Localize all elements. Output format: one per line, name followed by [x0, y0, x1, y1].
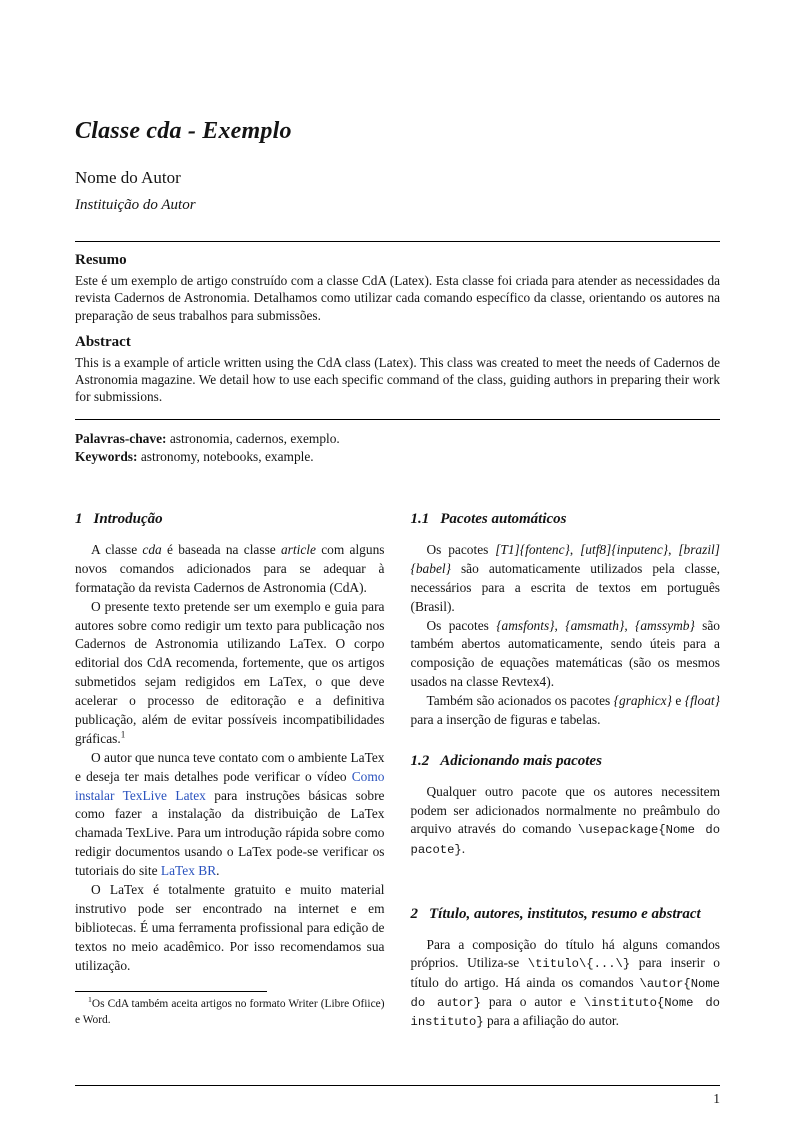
footnote-marker: 1 — [120, 729, 126, 740]
emphasized-text: {float} — [684, 693, 720, 709]
section-1-1-title: Pacotes automáticos — [440, 511, 567, 528]
paragraph: Para a composição do título há alguns comandos próprios. Utiliza-se \titulo\{...\} para inserir o título do artigo. Há ainda os comandos \autor{Nome do autor} para o autor e \instituto{Nome do instituto} para a afiliação do autor. — [410, 936, 720, 1030]
divider-top — [75, 241, 720, 242]
emphasized-text: [utf8]{inputenc} — [580, 541, 669, 557]
keywords-pt-label: Palavras-chave: — [75, 430, 167, 446]
latex-command: \instituto{Nome do instituto} — [410, 995, 720, 1030]
divider-footer — [75, 1085, 720, 1086]
author-institution: Instituição do Autor — [75, 197, 196, 213]
paragraph: O autor que nunca teve contato com o ambiente LaTex e deseja ter mais detalhes pode verificar o vídeo Como instalar TexLive Latex para instruções básicas sobre como fazer a instalação da distribuição de LaTex chamada TexLive. Para um introdução rápida sobre como redigir documentos usando o LaTex pode-se verificar os tutoriais do site LaTex BR. — [75, 749, 385, 879]
keywords-en-text: astronomy, notebooks, example. — [140, 449, 314, 465]
paragraph: Os pacotes {amsfonts}, {amsmath}, {amssymb} são também abertos automaticamente, sendo úteis para a composição de equações matemáticas (são os mesmos usados na classe Revtex4). — [410, 617, 720, 690]
emphasized-text: [brazil]{babel} — [410, 541, 720, 576]
footnote-marker: 1 — [88, 995, 92, 1005]
page-footer — [75, 1085, 720, 1107]
section-1-2-title: Adicionando mais pacotes — [440, 752, 602, 769]
right-column — [411, 507, 721, 1031]
page-number: 1 — [713, 1091, 720, 1106]
keywords-en-label: Keywords: — [75, 449, 138, 465]
keywords-block — [75, 430, 720, 468]
keywords-pt-text: astronomia, cadernos, exemplo. — [169, 430, 340, 446]
footnote-text: $^1$Os CdA também aceita artigos no formato Writer (Libre Ofiice) e Word. — [75, 995, 385, 1026]
resumo-heading: Resumo — [75, 252, 127, 268]
emphasized-text: {graphicx} — [613, 693, 672, 709]
latex-command: \autor{Nome do autor} — [410, 976, 720, 1010]
inline-link[interactable]: Como instalar TexLive Latex — [75, 768, 385, 803]
abstract-text: This is a example of article written using the CdA class (Latex). This class was created to meet the needs of Cadernos de Astronomia magazine. We detail how to use each specific command of the class, guiding authors in preparing their work for submissions. — [75, 354, 720, 405]
emphasized-text: {amsfonts} — [496, 617, 555, 633]
latex-command: \usepackage{Nome do pacote} — [410, 823, 721, 857]
section-1-1-number: 1.1 — [410, 511, 430, 528]
abstracts-section — [75, 252, 720, 406]
resumo-text: Este é um exemplo de artigo construído com a classe CdA (Latex). Esta classe foi criada para atender as necessidades da revista Cadernos de Astronomia. Detalhamos como utilizar cada comando específico da classe, orientando os autores na preparação de seus trabalhos para submissões. — [75, 273, 720, 323]
abstract-heading: Abstract — [75, 333, 131, 350]
footnote-rule — [75, 991, 267, 992]
paragraph: Também são acionados os pacotes {graphicx} e {float} para a inserção de figuras e tabelas. — [410, 693, 720, 727]
section-1-title: Introdução — [93, 511, 163, 528]
emphasized-text: [T1]{fontenc} — [495, 541, 570, 557]
section-1-2-heading — [411, 752, 721, 771]
author-name: Nome do Autor — [75, 168, 181, 187]
section-1-heading — [75, 510, 385, 529]
paper-title: Classe cda - Exemplo — [75, 118, 292, 144]
left-column — [75, 507, 385, 1027]
section-2-title: Título, autores, institutos, resumo e abstract — [429, 905, 701, 922]
paragraph: Qualquer outro pacote que os autores necessitem podem ser adicionados normalmente no preâmbulo do arquivo através do comando \usepackage{Nome do pacote}. — [410, 783, 721, 857]
inline-link[interactable]: LaTex BR — [160, 863, 217, 879]
section-1-1-heading — [411, 510, 721, 529]
keywords-pt — [75, 430, 720, 449]
paragraph: Os pacotes [T1]{fontenc}, [utf8]{inputenc}, [brazil]{babel} são automaticamente utilizados pela classe, necessários para a escrita de textos em português (Brasil). — [410, 541, 720, 614]
keywords-en — [75, 448, 720, 467]
paper-header — [75, 118, 720, 214]
footnote-block — [75, 991, 385, 1027]
paragraph: A classe cda é baseada na classe article com alguns novos comandos adicionados para se adequar à formatação da revista Cadernos de Astronomia (CdA). — [75, 541, 385, 595]
paragraph: O presente texto pretende ser um exemplo e guia para autores sobre como redigir um texto para publicação nos Cadernos de Astronomia utilizando LaTex. O corpo editorial dos CdA recomenda, fortemente, que os artigos submetidos sejam redigidos em LaTex, o que deve acelerar o processo de editoração e a definitiva publicação, além de evitar possíveis incompatibilidades gráficas.$^1$ — [75, 598, 385, 746]
latex-command: \titulo\{...\} — [527, 957, 631, 972]
emphasized-text: {amsmath} — [565, 617, 625, 633]
emphasized-text: cda — [142, 541, 162, 557]
two-column-body — [75, 507, 720, 1031]
emphasized-text: {amssymb} — [635, 617, 695, 633]
emphasized-text: article — [280, 541, 316, 557]
section-2-number: 2 — [410, 905, 418, 922]
divider-keywords — [75, 419, 720, 420]
section-2-heading — [411, 905, 721, 924]
section-1-number: 1 — [75, 511, 83, 528]
section-1-2-number: 1.2 — [410, 752, 430, 769]
paragraph: O LaTex é totalmente gratuito e muito material instrutivo pode ser encontrado na internet e em bibliotecas. É uma ferramenta profissional para edição de textos no meio acadêmico. Por isso recomendamos sua utilização. — [75, 882, 385, 973]
